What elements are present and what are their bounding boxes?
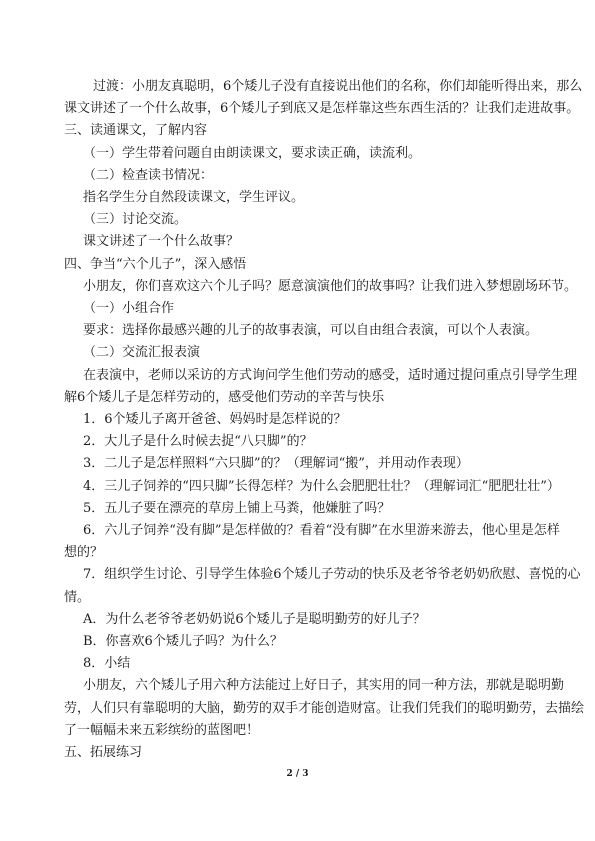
section-heading-5: 五、拓展练习 — [64, 745, 143, 760]
question-item: 想的？ — [64, 545, 104, 560]
sub-question: A．为什么老爷爷老奶奶说6个矮儿子是聪明勤劳的好儿子？ — [83, 612, 426, 627]
page-number: 2 / 3 — [286, 769, 309, 779]
question-item: 7．组织学生讨论、引导学生体验6个矮儿子劳动的快乐及老爷爷老奶奶欣慰、喜悦的心 — [83, 567, 581, 582]
question-item: 4．三儿子饲养的“四只脚”长得怎样？为什么会肥肥壮壮？（理解词汇“肥肥壮壮”） — [83, 479, 560, 494]
body-text: 小朋友，你们喜欢这六个儿子吗？愿意演演他们的故事吗？让我们进入梦想剧场环节。 — [83, 279, 578, 294]
question-item: 5．五儿子要在漂亮的草房上铺上马粪，他嫌脏了吗？ — [83, 501, 391, 516]
body-text: 解6个矮儿子是怎样劳动的，感受他们劳动的辛苦与快乐 — [64, 390, 385, 405]
body-text: 要求：选择你最感兴趣的儿子的故事表演，可以自由组合表演，可以个人表演。 — [83, 323, 539, 338]
step-item: （一）小组合作 — [83, 301, 175, 316]
transition-paragraph-line: 课文讲述了一个什么故事，6个矮儿子到底又是怎样靠这些东西生活的？让我们走进故事。 — [64, 101, 580, 116]
step-item: （一）学生带着问题自由朗读课文，要求读正确，读流利。 — [83, 146, 422, 161]
summary-paragraph-line: 小朋友，六个矮儿子用六种方法能过上好日子，其实用的同一种方法，那就是聪明勤 — [83, 678, 565, 693]
question-item: 情。 — [64, 590, 91, 605]
summary-heading: 8．小结 — [83, 656, 131, 671]
section-heading-4: 四、争当“六个儿子”，深入感悟 — [64, 257, 247, 272]
body-text: 在表演中，老师以采访的方式询问学生他们劳动的感受，适时通过提问重点引导学生理 — [83, 368, 578, 383]
question-item: 1．6个矮儿子离开爸爸、妈妈时是怎样说的？ — [83, 412, 347, 427]
sub-question: B．你喜欢6个矮儿子吗？为什么？ — [83, 634, 283, 649]
step-item: （二）交流汇报表演 — [83, 345, 201, 360]
question-item: 2．大儿子是什么时候去捉“八只脚”的？ — [83, 434, 313, 449]
step-item: （二）检查读书情况： — [83, 168, 214, 183]
question-item: 6．六儿子饲养“没有脚”是怎样做的？看着“没有脚”在水里游来游去，他心里是怎样 — [83, 523, 560, 538]
body-text: 指名学生分自然段读课文，学生评议。 — [83, 190, 305, 205]
step-item: （三）讨论交流。 — [83, 212, 188, 227]
section-heading-3: 三、读通课文，了解内容 — [64, 123, 208, 138]
summary-paragraph-line: 了一幅幅未来五彩缤纷的蓝图吧！ — [64, 723, 260, 738]
question-item: 3．二儿子是怎样照料“六只脚”的？（理解词“搬”，并用动作表现） — [83, 456, 469, 471]
summary-paragraph-line: 劳，人们只有靠聪明的大脑，勤劳的双手才能创造财富。让我们凭我们的聪明勤劳，去描绘 — [64, 701, 585, 716]
transition-paragraph-line: 过渡：小朋友真聪明，6个矮儿子没有直接说出他们的名称，你们却能听得出来，那么 — [93, 79, 583, 94]
body-text: 课文讲述了一个什么故事？ — [83, 234, 240, 249]
